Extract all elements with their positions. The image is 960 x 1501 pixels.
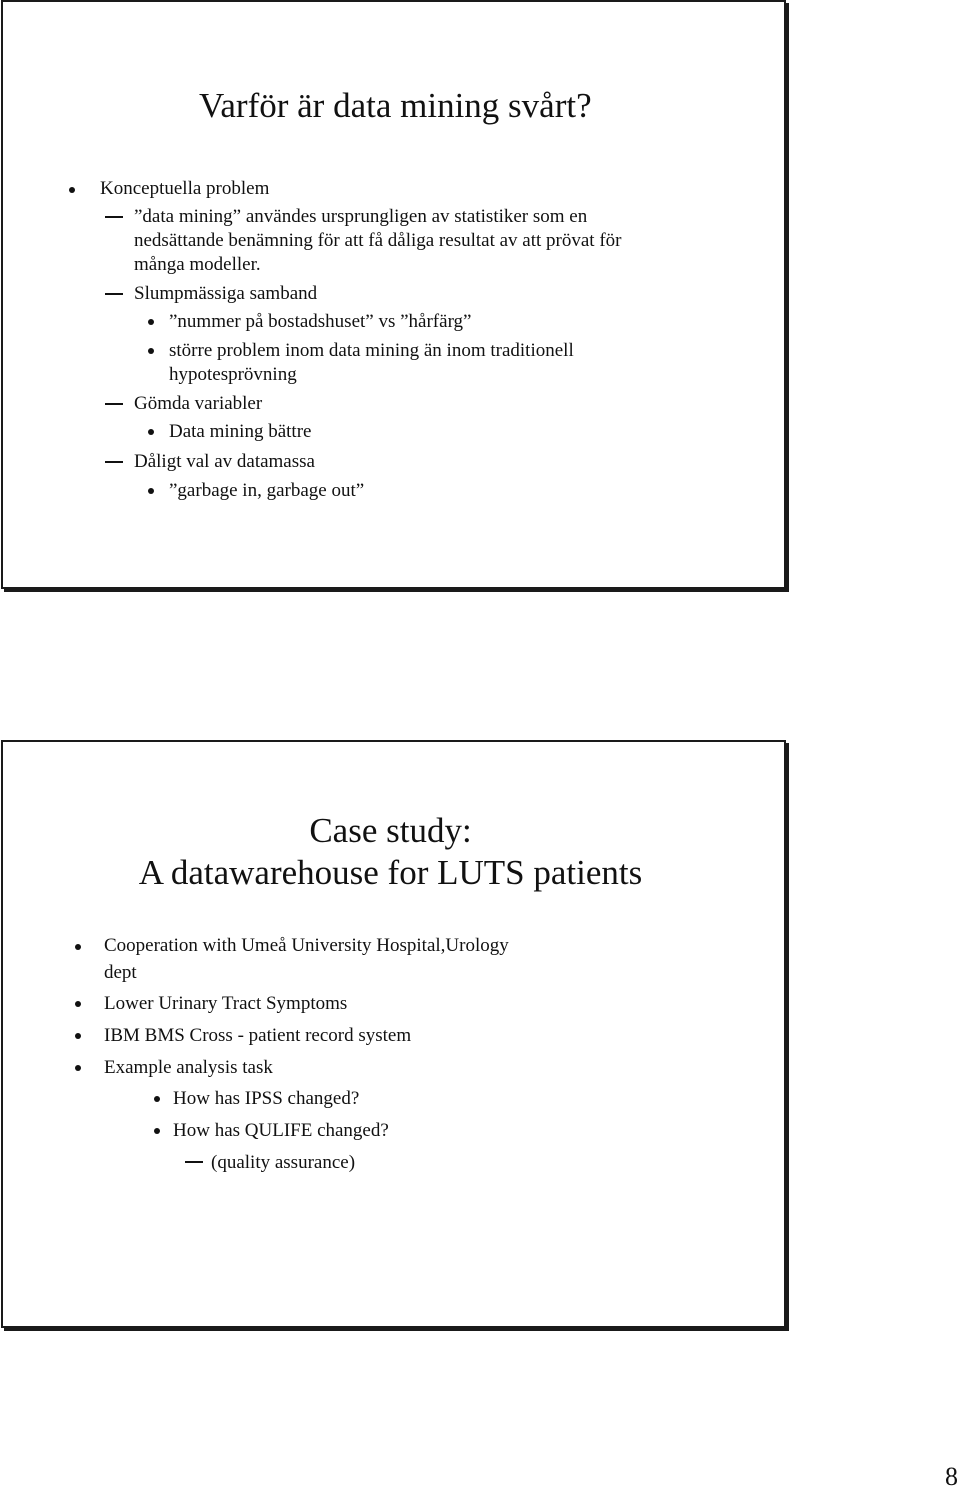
- sub-list-item: How has IPSS changed?: [173, 1088, 360, 1109]
- page-number: 8: [945, 1462, 958, 1491]
- bullet-icon: [75, 1001, 81, 1007]
- bullet-icon: [69, 187, 75, 193]
- dash-icon: [105, 403, 123, 405]
- list-item-level3: ”garbage in, garbage out”: [169, 480, 365, 501]
- bullet-icon: [148, 488, 154, 494]
- list-item-level2: Slumpmässiga samband: [134, 283, 318, 304]
- sub-sub-list-item: (quality assurance): [211, 1152, 356, 1173]
- bullet-icon: [75, 944, 81, 950]
- sub-list-item: How has QULIFE changed?: [173, 1120, 389, 1141]
- list-item-level1: Konceptuella problem: [100, 178, 270, 199]
- list-item-cont: dept: [104, 962, 137, 983]
- slide-1-title: Varför är data mining svårt?: [199, 86, 592, 125]
- bullet-icon: [148, 319, 154, 325]
- bullet-icon: [154, 1096, 160, 1102]
- slide-2: [1, 740, 786, 1328]
- list-item: Example analysis task: [104, 1057, 273, 1078]
- list-item-level3: ”nummer på bostadshuset” vs ”hårfärg”: [169, 311, 472, 332]
- bullet-icon: [75, 1033, 81, 1039]
- list-item: Cooperation with Umeå University Hospital,Urology: [104, 935, 509, 956]
- dash-icon: [185, 1161, 203, 1163]
- list-item-level3: större problem inom data mining än inom traditionell: [169, 340, 574, 361]
- slide-2-title-line2: A datawarehouse for LUTS patients: [138, 853, 643, 892]
- bullet-icon: [75, 1065, 81, 1071]
- list-item: IBM BMS Cross - patient record system: [104, 1025, 412, 1046]
- list-item-level2: ”data mining” användes ursprungligen av statistiker som en: [134, 206, 588, 227]
- list-item-level2-cont: många modeller.: [134, 254, 261, 275]
- list-item-level2-cont: nedsättande benämning för att få dåliga resultat av att prövat för: [134, 230, 622, 251]
- list-item-level2: Dåligt val av datamassa: [134, 451, 315, 472]
- bullet-icon: [148, 348, 154, 354]
- list-item-level3: Data mining bättre: [169, 421, 312, 442]
- list-item-level3-cont: hypotesprövning: [169, 364, 297, 385]
- list-item: Lower Urinary Tract Symptoms: [104, 993, 348, 1014]
- bullet-icon: [148, 429, 154, 435]
- slide-2-title-line1: Case study:: [309, 811, 472, 850]
- dash-icon: [105, 293, 123, 295]
- dash-icon: [105, 461, 123, 463]
- list-item-level2: Gömda variabler: [134, 393, 263, 414]
- dash-icon: [105, 216, 123, 218]
- bullet-icon: [154, 1128, 160, 1134]
- slide-1: [1, 0, 786, 589]
